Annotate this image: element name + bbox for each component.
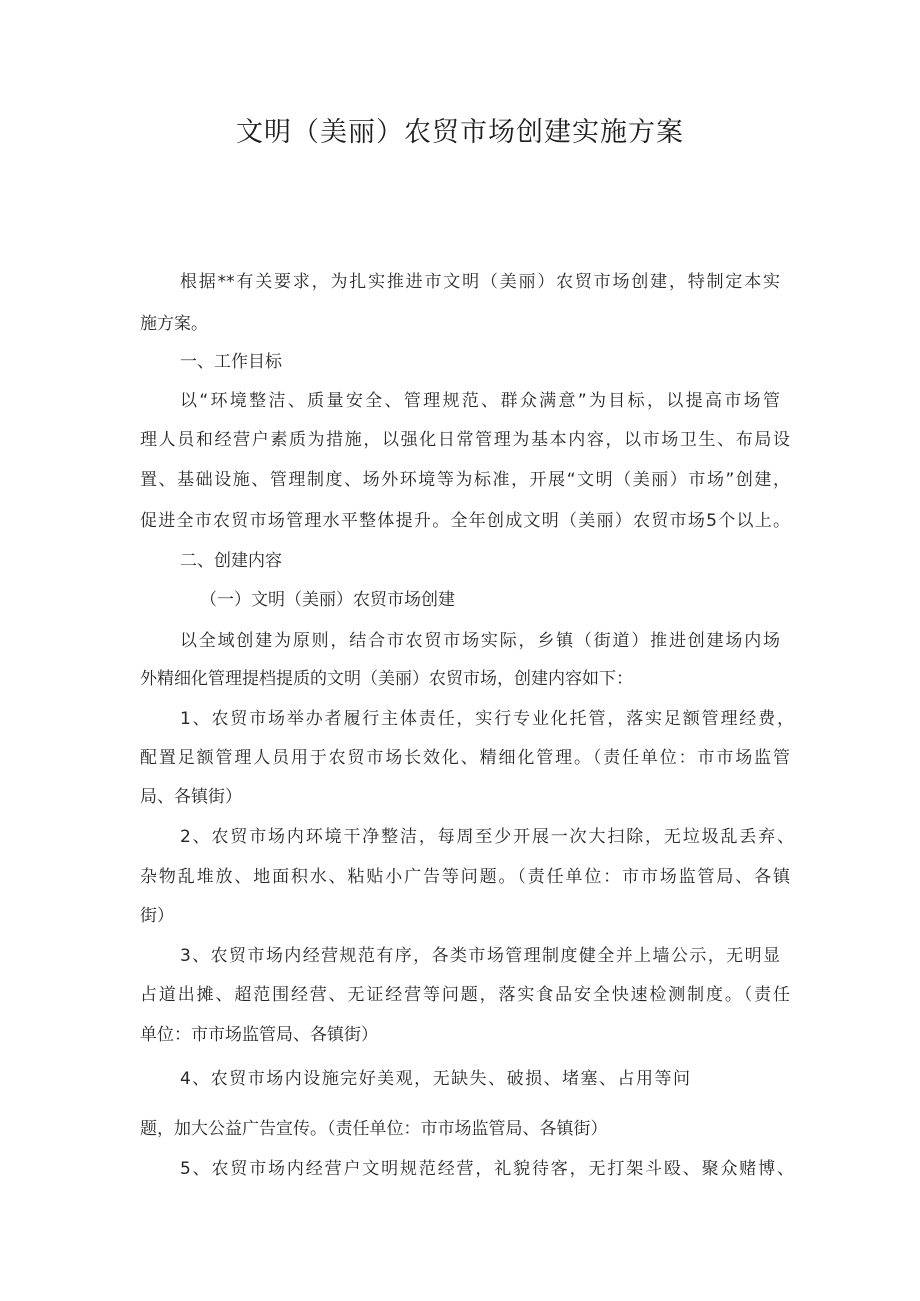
section-heading: 二、创建内容	[180, 551, 282, 571]
list-item-line: 1、农贸市场举办者履行主体责任，实行专业化托管，落实足额管理经费，	[180, 709, 794, 729]
document-title: 文明（美丽）农贸市场创建实施方案	[236, 117, 684, 148]
paragraph-line: 理人员和经营户素质为措施，以强化日常管理为基本内容，以市场卫生、布局设	[140, 430, 790, 450]
list-item-line: 4、农贸市场内设施完好美观，无缺失、破损、堵塞、占用等问	[180, 1069, 690, 1089]
section-heading: 一、工作目标	[180, 352, 282, 372]
list-item-line: 5、农贸市场内经营户文明规范经营，礼貌待客，无打架斗殴、聚众赌博、	[180, 1159, 794, 1179]
paragraph-line: 根据**有关要求，为扎实推进市文明（美丽）农贸市场创建，特制定本实	[180, 272, 780, 292]
list-item-line: 占道出摊、超范围经营、无证经营等问题，落实食品安全快速检测制度。（责任	[140, 985, 790, 1005]
paragraph-line: 施方案。	[140, 314, 208, 334]
list-item-line: 杂物乱堆放、地面积水、粘贴小广告等问题。（责任单位：市市场监管局、各镇	[140, 867, 790, 887]
paragraph-line: 以“环境整洁、质量安全、管理规范、群众满意”为目标，以提高市场管	[180, 391, 780, 411]
paragraph-line: 以全域创建为原则，结合市农贸市场实际，乡镇（街道）推进创建场内场	[180, 631, 780, 651]
list-item-line: 题，加大公益广告宣传。（责任单位：市市场监管局、各镇街）	[140, 1119, 608, 1139]
list-item-line: 单位：市市场监管局、各镇街）	[140, 1025, 378, 1045]
paragraph-line: 促进全市农贸市场管理水平整体提升。全年创成文明（美丽）农贸市场5个以上。	[140, 511, 790, 531]
list-item-line: 2、农贸市场内环境干净整洁，每周至少开展一次大扫除，无垃圾乱丢弃、	[180, 827, 794, 847]
list-item-line: 街）	[140, 906, 174, 926]
list-item-line: 局、各镇街）	[140, 787, 242, 807]
list-item-line: 配置足额管理人员用于农贸市场长效化、精细化管理。（责任单位：市市场监管	[140, 748, 790, 768]
paragraph-line: 置、基础设施、管理制度、场外环境等为标准，开展“文明（美丽）市场”创建，	[140, 470, 790, 490]
subsection-heading: （一）文明（美丽）农贸市场创建	[200, 590, 455, 610]
paragraph-line: 外精细化管理提档提质的文明（美丽）农贸市场，创建内容如下：	[140, 669, 633, 689]
list-item-line: 3、农贸市场内经营规范有序，各类市场管理制度健全并上墙公示，无明显	[180, 946, 780, 966]
